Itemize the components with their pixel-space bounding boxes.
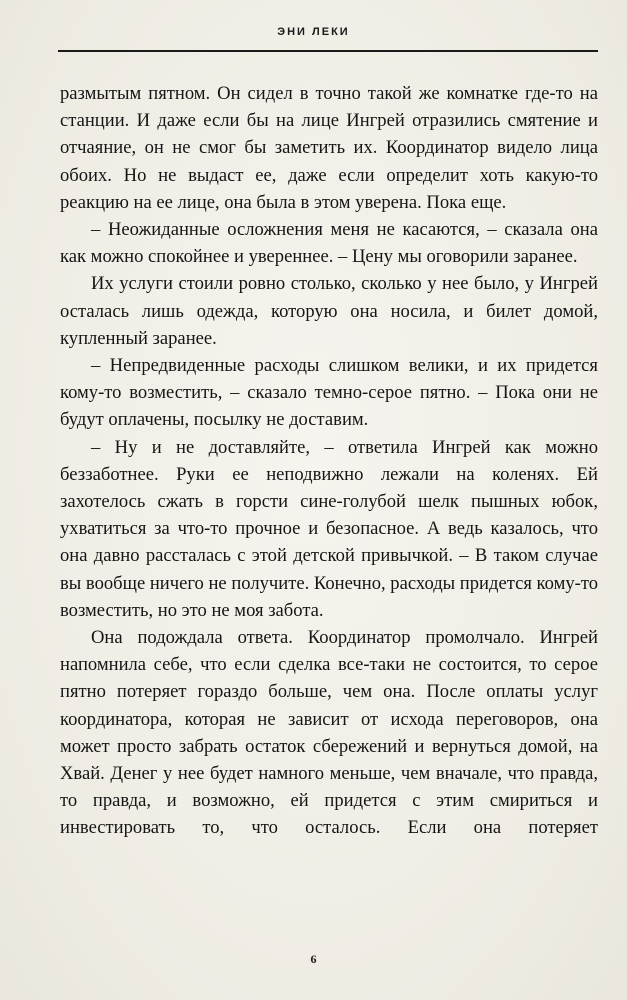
header-rule [58,50,598,52]
paragraph-dialogue-ingrey-2: – Ну и не доставляйте, – ответила Ингрей как можно беззаботнее. Руки ее неподвижно лежали на коленях. Ей захотелось сжать в горсти сине-голубой шелк пышных юбок, ухватиться за что-то прочное и безопасное. А ведь казалось, что она давно рассталась с этой детской привычкой. – В таком случае вы вообще ничего не получите. Конечно, расходы придется кому-то возместить, но это не моя забота. [60,436,598,621]
paragraph-services-cost: Их услуги стоили ровно столько, сколько у нее было, у Ингрей осталась лишь одежда, которую она носила, и билет домой, купленный заранее. [60,273,598,349]
paragraph-dialogue-ingrey-1: – Неожиданные осложнения меня не касаются, – сказала она как можно спокойнее и увереннее. – Цену мы оговорили заранее. [60,219,598,268]
paragraph-dialogue-coordinator: – Непредвиденные расходы слишком велики, и их придется кому-то возместить, – сказало темно-серое пятно. – Пока они не будут оплачены, посылку не доставим. [60,355,598,431]
paragraph-waiting-answer: Она подождала ответа. Координатор промолчало. Ингрей напомнила себе, что если сделка все-таки не состоится, то серое пятно потеряет гораздо больше, чем она. После оплаты услуг координатора, которая не зависит от исхода переговоров, она может просто забрать остаток сбережений и вернуться домой, на Хвай. Денег у нее будет намного меньше, чем вначале, что правда, то правда, и возможно, ей придется с этим смириться и инвестировать то, что осталось. Если она потеряет [60,627,598,839]
body-text [60,80,598,842]
page-number: 6 [310,952,317,966]
running-head-author: ЭНИ ЛЕКИ [277,26,350,38]
paragraph-continued: размытым пятном. Он сидел в точно такой же комнатке где-то на станции. И даже если бы на лице Ингрей отразились смятение и отчаяние, он не смог бы заметить их. Координатор видело лица обоих. Но не выдаст ее, даже если определит хоть какую-то реакцию на ее лице, она была в этом уверена. Пока еще. [60,83,598,213]
